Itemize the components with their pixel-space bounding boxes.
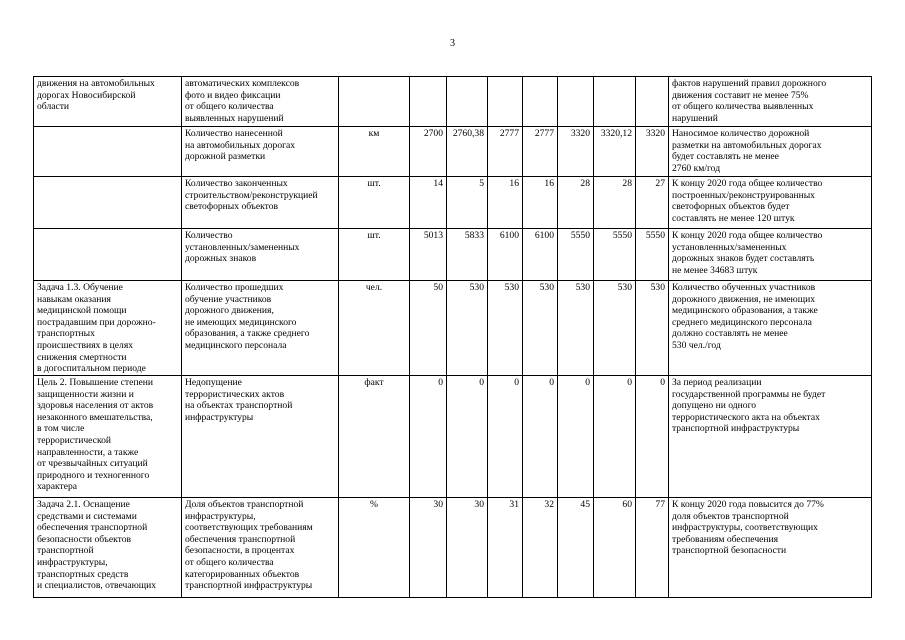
value-cell: 530 <box>523 281 558 376</box>
table-row <box>34 376 872 498</box>
value-cell: 28 <box>594 177 636 229</box>
value-cell: 0 <box>488 376 523 498</box>
value-cell <box>447 77 488 127</box>
value-cell: 0 <box>410 376 447 498</box>
value-cell: 30 <box>447 498 488 598</box>
value-cell: 5 <box>447 177 488 229</box>
value-cell <box>410 77 447 127</box>
value-cell: 3320,12 <box>594 127 636 177</box>
indicator-cell: Количество законченных строительством/реконструкцией светофорных объектов <box>182 177 339 229</box>
value-cell: 2777 <box>488 127 523 177</box>
value-cell: 31 <box>488 498 523 598</box>
value-cell: 60 <box>594 498 636 598</box>
task-cell: движения на автомобильных дорогах Новосибирской области <box>34 77 182 127</box>
result-cell: К концу 2020 года общее количество установленных/замененных дорожных знаков будет составлять не менее 34683 штук <box>669 229 872 281</box>
indicator-cell: Недопущение террористических актов на объектах транспортной инфраструктуры <box>182 376 339 498</box>
unit-cell: чел. <box>339 281 410 376</box>
value-cell: 30 <box>410 498 447 598</box>
value-cell: 5550 <box>636 229 669 281</box>
value-cell: 2700 <box>410 127 447 177</box>
unit-cell: факт <box>339 376 410 498</box>
table-row <box>34 229 872 281</box>
value-cell: 16 <box>488 177 523 229</box>
value-cell: 530 <box>558 281 594 376</box>
value-cell: 0 <box>447 376 488 498</box>
unit-cell <box>339 77 410 127</box>
value-cell <box>523 77 558 127</box>
page-number: 3 <box>450 38 455 49</box>
value-cell: 27 <box>636 177 669 229</box>
unit-cell: км <box>339 127 410 177</box>
table-row <box>34 498 872 598</box>
value-cell: 2777 <box>523 127 558 177</box>
value-cell: 50 <box>410 281 447 376</box>
indicator-cell: Количество нанесенной на автомобильных дорогах дорожной разметки <box>182 127 339 177</box>
task-cell: Задача 1.3. Обучение навыкам оказания медицинской помощи пострадавшим при дорожно- транспортных происшествиях в целях снижения смертности в догоспитальном периоде <box>34 281 182 376</box>
value-cell: 45 <box>558 498 594 598</box>
value-cell: 5550 <box>558 229 594 281</box>
task-cell <box>34 177 182 229</box>
unit-cell: шт. <box>339 177 410 229</box>
table-row <box>34 127 872 177</box>
result-cell: фактов нарушений правил дорожного движения составит не менее 75% от общего количества выявленных нарушений <box>669 77 872 127</box>
value-cell: 5550 <box>594 229 636 281</box>
table-row <box>34 177 872 229</box>
value-cell: 2760,38 <box>447 127 488 177</box>
indicator-cell: Доля объектов транспортной инфраструктуры, соответствующих требованиям обеспечения транспортной безопасности, в процентах от общего количества категорированных объектов транспортной инфраструктуры <box>182 498 339 598</box>
task-cell <box>34 127 182 177</box>
program-indicators-table <box>33 76 872 598</box>
result-cell: К концу 2020 года повысится до 77% доля объектов транспортной инфраструктуры, соответствующих требованиям обеспечения транспортной безопасности <box>669 498 872 598</box>
value-cell: 5833 <box>447 229 488 281</box>
table-row <box>34 281 872 376</box>
value-cell: 14 <box>410 177 447 229</box>
indicator-cell: Количество прошедших обучение участников дорожного движения, не имеющих медицинского образования, а также среднего медицинского персонала <box>182 281 339 376</box>
value-cell: 0 <box>558 376 594 498</box>
value-cell: 3320 <box>636 127 669 177</box>
value-cell: 0 <box>594 376 636 498</box>
value-cell: 530 <box>594 281 636 376</box>
value-cell: 6100 <box>523 229 558 281</box>
value-cell: 6100 <box>488 229 523 281</box>
task-cell <box>34 229 182 281</box>
value-cell: 32 <box>523 498 558 598</box>
indicator-cell: автоматических комплексов фото и видео фиксации от общего количества выявленных нарушений <box>182 77 339 127</box>
result-cell: Количество обученных участников дорожного движения, не имеющих медицинского образования, а также среднего медицинского персонала должно составлять не менее 530 чел./год <box>669 281 872 376</box>
result-cell: Наносимое количество дорожной разметки на автомобильных дорогах будет составлять не менее 2760 км/год <box>669 127 872 177</box>
result-cell: К концу 2020 года общее количество построенных/реконструированных светофорных объектов будет составлять не менее 120 штук <box>669 177 872 229</box>
task-cell: Задача 2.1. Оснащение средствами и системами обеспечения транспортной безопасности объектов транспортной инфраструктуры, транспортных средств и специалистов, отвечающих <box>34 498 182 598</box>
value-cell: 530 <box>488 281 523 376</box>
result-cell: За период реализации государственной программы не будет допущено ни одного террористического акта на объектах транспортной инфраструктуры <box>669 376 872 498</box>
value-cell: 28 <box>558 177 594 229</box>
unit-cell: шт. <box>339 229 410 281</box>
value-cell: 0 <box>636 376 669 498</box>
value-cell <box>558 77 594 127</box>
indicator-cell: Количество установленных/замененных дорожных знаков <box>182 229 339 281</box>
value-cell: 530 <box>636 281 669 376</box>
value-cell: 77 <box>636 498 669 598</box>
unit-cell: % <box>339 498 410 598</box>
value-cell: 16 <box>523 177 558 229</box>
task-cell: Цель 2. Повышение степени защищенности жизни и здоровья населения от актов незаконного вмешательства, в том числе террористической направленности, а также от чрезвычайных ситуаций природного и техногенного характера <box>34 376 182 498</box>
value-cell <box>594 77 636 127</box>
value-cell: 0 <box>523 376 558 498</box>
value-cell <box>636 77 669 127</box>
table-row <box>34 77 872 127</box>
value-cell: 5013 <box>410 229 447 281</box>
value-cell <box>488 77 523 127</box>
value-cell: 3320 <box>558 127 594 177</box>
value-cell: 530 <box>447 281 488 376</box>
